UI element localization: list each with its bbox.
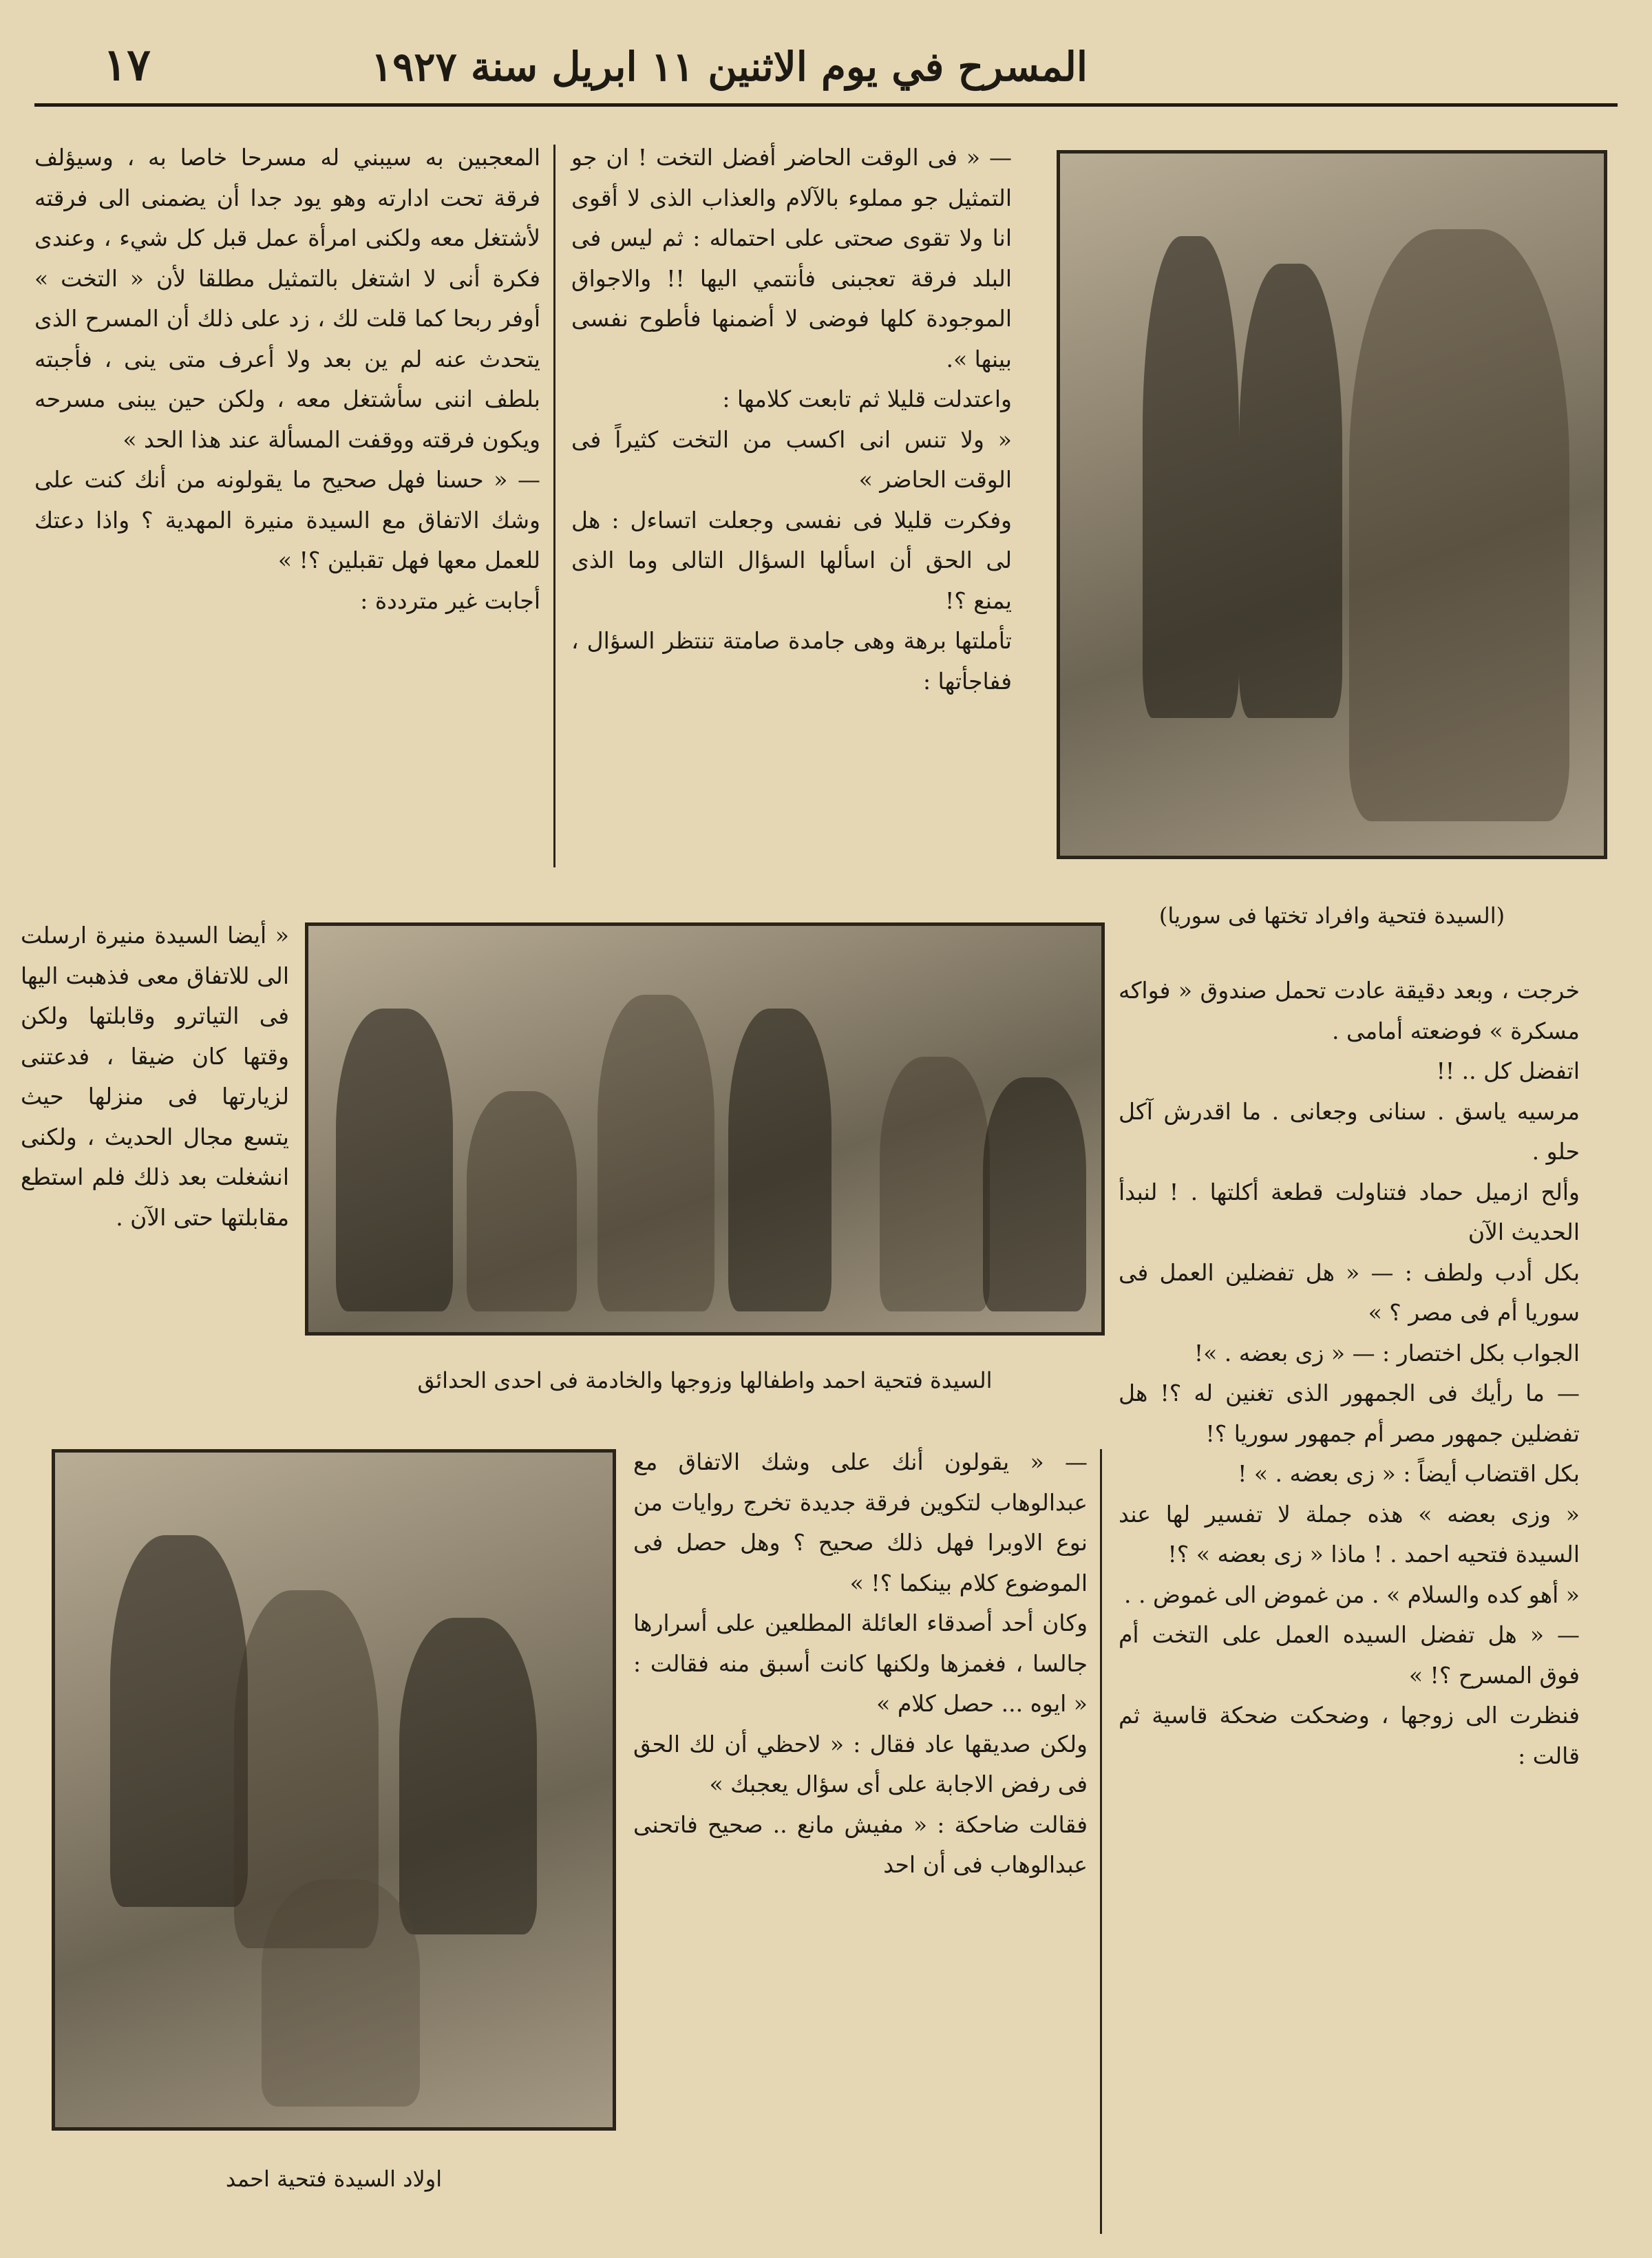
- paragraph: « أهو كده والسلام » . من غموض الى غموض . .: [1124, 1581, 1580, 1608]
- photo-family-garden: [305, 922, 1105, 1336]
- paragraph: « ولا تنس انى اكسب من التخت كثيراً فى الوقت الحاضر »: [571, 425, 1012, 493]
- caption-photo-top: (السيدة فتحية وافراد تختها فى سوريا): [1158, 903, 1505, 929]
- paragraph: تأملتها برهة وهى جامدة صامتة تنتظر السؤال ، ففاجأتها :: [571, 627, 1012, 695]
- photo-children: [52, 1449, 616, 2131]
- paragraph: « أيضا السيدة منيرة ارسلت الى للاتفاق معى فذهبت اليها فى التياترو وقابلتها ولكن وقتها كان ضيقا ، فدعتنى لزيارتها فى منزلها حيث يتسع مجال الحديث ، ولكنى انشغلت بعد ذلك فلم استطع مقابلتها حتى الآن .: [21, 922, 289, 1231]
- paragraph: بكل اقتضاب أيضاً : « زى بعضه . » !: [1238, 1460, 1580, 1487]
- caption-photo-middle: السيدة فتحية احمد واطفالها وزوجها والخادمة فى احدى الحدائق: [417, 1367, 993, 1393]
- paragraph: — ما رأيك فى الجمهور الذى تغنين له ؟! هل تفضلين جمهور مصر أم جمهور سوريا ؟!: [1119, 1380, 1580, 1447]
- paragraph: المعجبين به سيبني له مسرحا خاصا به ، وسيؤلف فرقة تحت ادارته وهو يود جدا أن يضمنى الى فرقته لأشتغل معه ولكنى امرأة عمل قبل كل شيء ، وعندى فكرة أنى لا اشتغل بالتمثيل مطلقا لأن « التخت » أوفر ربحا كما قلت لك ، زد على ذلك أن المسرح الذى يتحدث عنه لم ين بعد ولا أعرف متى ينى ، فأجبته بلطف اننى سأشتغل معه ، ولكن حين يبنى مسرحه ويكون فرقته ووقفت المسألة عند هذا الحد »: [34, 144, 540, 453]
- paragraph: واعتدلت قليلا ثم تابعت كلامها :: [722, 386, 1012, 412]
- column-divider: [553, 145, 555, 867]
- paragraph: — « فى الوقت الحاضر أفضل التخت ! ان جو التمثيل جو مملوء بالآلام والعذاب الذى لا أقوى انا ولا تقوى صحتى على احتماله : ثم ليس فى البلد فرقة تعجبنى فأنتمي اليها !! والاجواق الموجودة كلها فوضى لا أضمنها فأطوح نفسى بينها ».: [571, 144, 1012, 372]
- paragraph: — « يقولون أنك على وشك الاتفاق مع عبدالوهاب لتكوين فرقة جديدة تخرج روايات من نوع الاوبرا فهل ذلك صحيح ؟ وهل حصل فى الموضوع كلام بينكما ؟! »: [633, 1448, 1088, 1596]
- paragraph: وفكرت قليلا فى نفسى وجعلت اتساءل : هل لى الحق أن اسألها السؤال التالى وما الذى يمنع ؟!: [571, 506, 1012, 614]
- paragraph: بكل أدب ولطف : — « هل تفضلين العمل فى سوريا أم فى مصر ؟ »: [1119, 1258, 1580, 1326]
- paragraph: فقالت ضاحكة : « مفيش مانع .. صحيح فاتحنى عبدالوهاب فى أن احد: [633, 1811, 1088, 1878]
- paragraph: اتفضل كل .. !!: [1436, 1057, 1580, 1084]
- masthead: المسرح في يوم الاثنين ١١ ابريل سنة ١٩٢٧: [371, 43, 1088, 90]
- paragraph: — « هل تفضل السيده العمل على التخت أم فوق المسرح ؟! »: [1119, 1621, 1580, 1689]
- photo-troupe-syria: [1057, 150, 1607, 859]
- header-rule: [34, 103, 1618, 107]
- paragraph: ولكن صديقها عاد فقال : « لاحظي أن لك الحق فى رفض الاجابة على أى سؤال يعجبك »: [633, 1730, 1088, 1797]
- paragraph: وألح ازميل حماد فتناولت قطعة أكلتها . ! لنبدأ الحديث الآن: [1119, 1178, 1580, 1245]
- article-column-bottom-middle: [633, 1442, 1088, 1886]
- paragraph: الجواب بكل اختصار : — « زى بعضه . »!: [1194, 1339, 1580, 1367]
- article-column-right: [1119, 971, 1580, 1776]
- caption-photo-bottom: اولاد السيدة فتحية احمد: [225, 2166, 443, 2192]
- paragraph: — « حسنا فهل صحيح ما يقولونه من أنك كنت على وشك الاتفاق مع السيدة منيرة المهدية ؟ واذا دعتك للعمل معها فهل تقبلين ؟! »: [34, 466, 540, 573]
- page-header: [0, 0, 1652, 117]
- paragraph: أجابت غير مترددة :: [360, 587, 540, 614]
- article-column-top-left: [34, 138, 540, 621]
- paragraph: فنظرت الى زوجها ، وضحكت ضحكة قاسية ثم قالت :: [1119, 1702, 1580, 1769]
- article-column-top-middle: [571, 138, 1012, 701]
- column-divider: [1100, 1449, 1102, 2234]
- page-number: ١٧: [103, 39, 151, 91]
- paragraph: مرسيه ياسق . سنانى وجعانى . ما اقدرش آكل حلو .: [1119, 1097, 1580, 1165]
- paragraph: وكان أحد أصدقاء العائلة المطلعين على أسرارها جالسا ، فغمزها ولكنها كانت أسبق منه فقالت : « ايوه ... حصل كلام »: [633, 1610, 1088, 1717]
- paragraph: « وزى بعضه » هذه جملة لا تفسير لها عند السيدة فتحيه احمد . ! ماذا « زى بعضه » ؟!: [1119, 1500, 1580, 1568]
- article-column-middle-left: [21, 916, 289, 1238]
- paragraph: خرجت ، وبعد دقيقة عادت تحمل صندوق « فواكه مسكرة » فوضعته أمامى .: [1119, 977, 1580, 1044]
